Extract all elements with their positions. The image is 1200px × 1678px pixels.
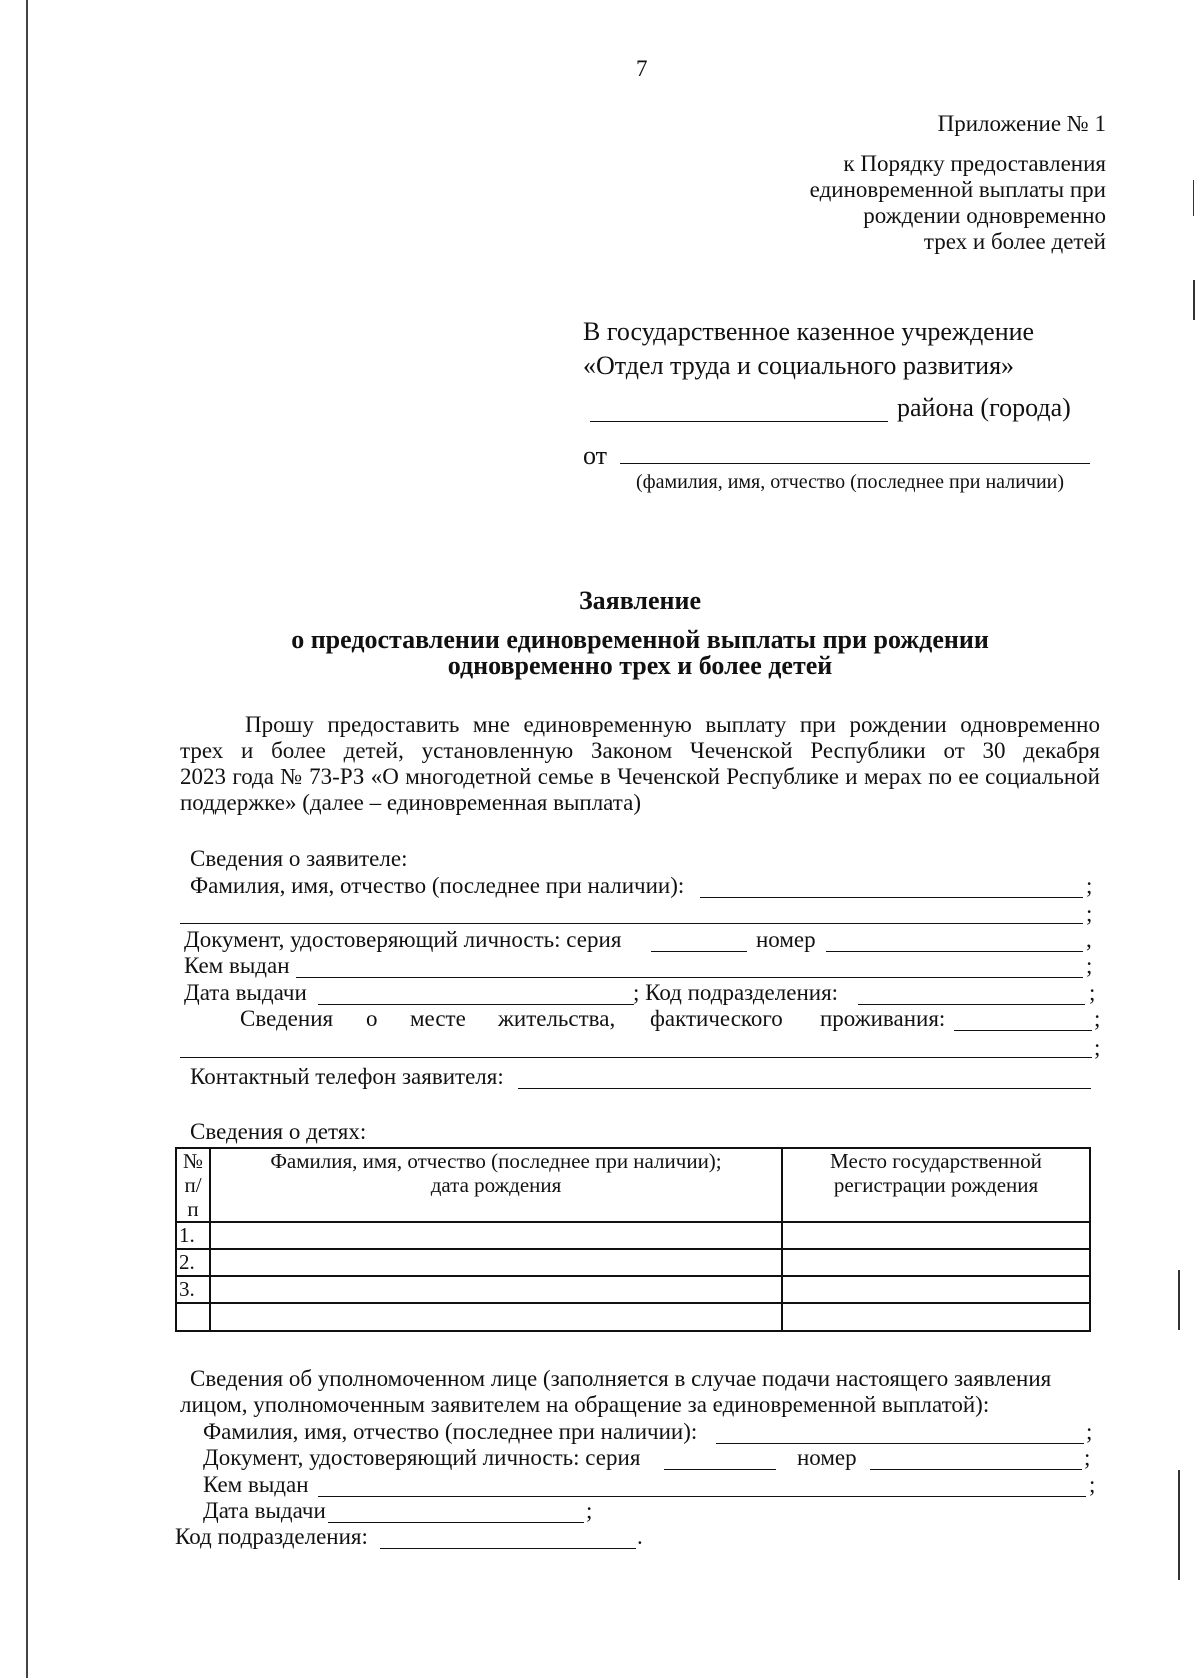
rep-doc-series-field[interactable] bbox=[664, 1469, 776, 1470]
punctuation: ; bbox=[1089, 1472, 1096, 1497]
col-place-header: Место государственной регистрации рождения bbox=[782, 1148, 1090, 1222]
scan-edge-mark bbox=[1178, 1270, 1180, 1330]
document-subtitle: одновременно трех и более детей bbox=[447, 651, 833, 680]
from-field[interactable] bbox=[620, 463, 1090, 464]
residence-word: месте bbox=[410, 1006, 466, 1031]
district-field[interactable] bbox=[590, 421, 888, 422]
table-row bbox=[176, 1222, 1090, 1249]
rep-division-code-field[interactable] bbox=[380, 1548, 636, 1549]
punctuation: ; bbox=[586, 1498, 593, 1523]
appendix-title: Приложение № 1 bbox=[937, 111, 1106, 136]
from-label: от bbox=[583, 441, 608, 470]
applicant-doc-label: Документ, удостоверяющий личность: серия bbox=[184, 927, 622, 952]
row-number: 2. bbox=[176, 1249, 210, 1276]
residence-word: жительства, bbox=[498, 1006, 616, 1031]
appendix-line: трех и более детей bbox=[923, 229, 1106, 254]
rep-issue-date-label: Дата выдачи bbox=[203, 1498, 326, 1523]
scan-edge-mark bbox=[1193, 180, 1194, 216]
rep-doc-label: Документ, удостоверяющий личность: серия bbox=[203, 1445, 641, 1470]
punctuation: ; bbox=[1086, 1419, 1093, 1444]
punctuation: ; bbox=[1094, 1006, 1101, 1031]
residence-word: фактического bbox=[650, 1006, 783, 1031]
appendix-line: рождении одновременно bbox=[863, 203, 1106, 228]
rep-fio-field[interactable] bbox=[716, 1443, 1084, 1444]
table-row bbox=[176, 1276, 1090, 1303]
rep-doc-number-field[interactable] bbox=[870, 1469, 1082, 1470]
page-number: 7 bbox=[636, 56, 648, 81]
applicant-phone-field[interactable] bbox=[518, 1088, 1091, 1089]
punctuation: ; bbox=[1084, 1445, 1091, 1470]
child-name-cell[interactable] bbox=[210, 1303, 782, 1331]
applicant-heading: Сведения о заявителе: bbox=[190, 846, 408, 871]
punctuation: ; bbox=[1086, 901, 1093, 926]
child-place-cell[interactable] bbox=[782, 1222, 1090, 1249]
child-place-cell[interactable] bbox=[782, 1276, 1090, 1303]
row-number: 1. bbox=[176, 1222, 210, 1249]
scan-edge-mark bbox=[1193, 280, 1195, 320]
punctuation: , bbox=[1086, 927, 1092, 952]
representative-heading: Сведения об уполномоченном лице (заполняется в случае подачи настоящего заявления bbox=[190, 1366, 1052, 1391]
document-title: Заявление bbox=[578, 586, 702, 615]
children-heading: Сведения о детях: bbox=[190, 1119, 367, 1144]
row-number: 3. bbox=[176, 1276, 210, 1303]
applicant-residence-field-2[interactable] bbox=[180, 1057, 1092, 1058]
addressee-line2: «Отдел труда и социального развития» bbox=[583, 351, 1015, 380]
child-place-cell[interactable] bbox=[782, 1249, 1090, 1276]
applicant-issue-date-label: Дата выдачи bbox=[184, 980, 307, 1005]
child-place-cell[interactable] bbox=[782, 1303, 1090, 1331]
appendix-line: к Порядку предоставления bbox=[843, 151, 1106, 176]
rep-division-code-label: Код подразделения: bbox=[175, 1524, 368, 1549]
child-name-cell[interactable] bbox=[210, 1276, 782, 1303]
applicant-doc-number-field[interactable] bbox=[826, 951, 1083, 952]
applicant-doc-number-label: номер bbox=[756, 927, 816, 952]
scan-edge-line bbox=[26, 0, 28, 1678]
request-text: Прошу предоставить мне единовременную выплату при рождении одновременно bbox=[245, 712, 1100, 737]
applicant-fio-field[interactable] bbox=[700, 897, 1083, 898]
row-number bbox=[176, 1303, 210, 1331]
table-row bbox=[176, 1249, 1090, 1276]
applicant-issued-by-label: Кем выдан bbox=[184, 953, 290, 978]
applicant-fio-field-2[interactable] bbox=[180, 923, 1083, 924]
district-label: района (города) bbox=[897, 393, 1071, 422]
representative-heading: лицом, уполномоченным заявителем на обращение за единовременной выплатой): bbox=[180, 1392, 990, 1417]
applicant-issued-by-field[interactable] bbox=[296, 977, 1083, 978]
rep-fio-label: Фамилия, имя, отчество (последнее при наличии): bbox=[203, 1419, 698, 1444]
child-name-cell[interactable] bbox=[210, 1249, 782, 1276]
request-text: трех и более детей, установленную Законом Чеченской Республики от 30 декабря bbox=[180, 738, 1100, 763]
from-caption: (фамилия, имя, отчество (последнее при наличии) bbox=[635, 471, 1065, 493]
residence-word: о bbox=[366, 1006, 378, 1031]
residence-word: проживания: bbox=[820, 1006, 946, 1031]
punctuation: ; bbox=[1086, 953, 1093, 978]
child-name-cell[interactable] bbox=[210, 1222, 782, 1249]
punctuation: . bbox=[637, 1524, 643, 1549]
residence-word: Сведения bbox=[240, 1006, 334, 1031]
table-header-row bbox=[176, 1148, 1090, 1222]
rep-issued-by-label: Кем выдан bbox=[203, 1472, 309, 1497]
applicant-division-code-label: ; Код подразделения: bbox=[633, 980, 839, 1005]
applicant-doc-series-field[interactable] bbox=[651, 951, 747, 952]
punctuation: ; bbox=[1089, 980, 1096, 1005]
applicant-residence-field[interactable] bbox=[954, 1030, 1092, 1031]
rep-issued-by-field[interactable] bbox=[318, 1496, 1086, 1497]
request-text: поддержке» (далее – единовременная выплата) bbox=[180, 790, 641, 815]
request-text: 2023 года № 73-РЗ «О многодетной семье в Чеченской Республике и мерах по ее социальной bbox=[180, 764, 1100, 789]
appendix-line: единовременной выплаты при bbox=[809, 177, 1106, 202]
table-row bbox=[176, 1303, 1090, 1331]
scan-edge-mark bbox=[1178, 1470, 1180, 1580]
rep-doc-number-label: номер bbox=[797, 1445, 857, 1470]
col-number-header: № п/п bbox=[176, 1148, 210, 1222]
applicant-phone-label: Контактный телефон заявителя: bbox=[190, 1064, 504, 1089]
children-table bbox=[175, 1147, 1091, 1332]
col-name-header: Фамилия, имя, отчество (последнее при наличии); дата рождения bbox=[210, 1148, 782, 1222]
punctuation: ; bbox=[1094, 1035, 1101, 1060]
applicant-fio-label: Фамилия, имя, отчество (последнее при наличии): bbox=[190, 873, 685, 898]
addressee-line1: В государственное казенное учреждение bbox=[583, 317, 1035, 346]
punctuation: ; bbox=[1086, 873, 1093, 898]
document-subtitle: о предоставлении единовременной выплаты при рождении bbox=[291, 625, 989, 654]
